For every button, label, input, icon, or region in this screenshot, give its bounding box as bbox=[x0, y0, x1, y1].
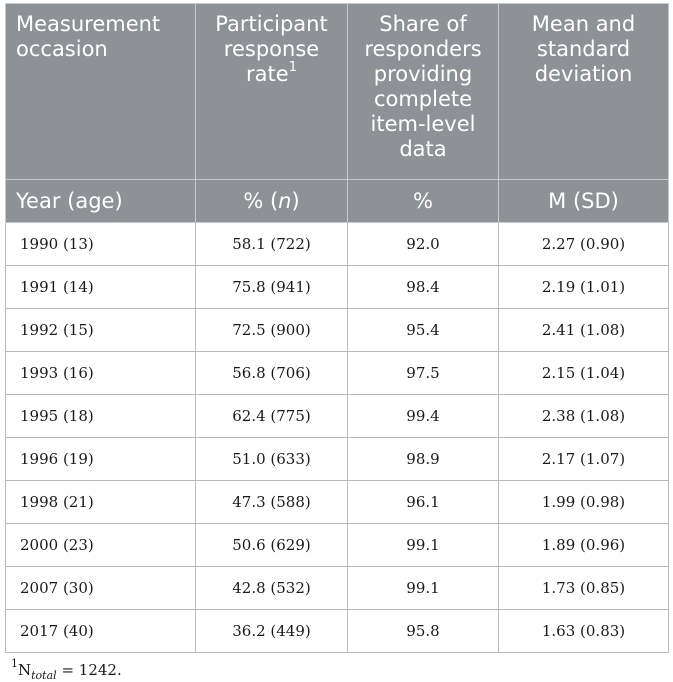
header-line: Mean and bbox=[531, 12, 636, 36]
cell-mean: 2.27 (0.90) bbox=[499, 223, 669, 266]
table-container bbox=[5, 3, 668, 682]
cell-rate: 51.0 (633) bbox=[196, 438, 348, 481]
subheader-percent: % bbox=[348, 180, 499, 223]
cell-mean: 1.73 (0.85) bbox=[499, 567, 669, 610]
subheader-percent-n bbox=[196, 180, 348, 223]
cell-share: 95.8 bbox=[348, 610, 499, 653]
cell-year: 1993 (16) bbox=[6, 352, 196, 395]
cell-rate: 47.3 (588) bbox=[196, 481, 348, 524]
cell-mean: 1.63 (0.83) bbox=[499, 610, 669, 653]
footnote-marker: 1 bbox=[288, 60, 297, 75]
header-row bbox=[6, 4, 669, 180]
cell-share: 96.1 bbox=[348, 481, 499, 524]
cell-mean: 2.38 (1.08) bbox=[499, 395, 669, 438]
footnote-symbol: N bbox=[18, 661, 32, 679]
cell-year: 1990 (13) bbox=[6, 223, 196, 266]
header-line: response bbox=[223, 37, 320, 61]
table-row bbox=[6, 395, 669, 438]
cell-share: 92.0 bbox=[348, 223, 499, 266]
cell-rate: 72.5 (900) bbox=[196, 309, 348, 352]
cell-mean: 2.41 (1.08) bbox=[499, 309, 669, 352]
header-line: complete bbox=[373, 87, 473, 111]
header-line: Participant bbox=[215, 12, 328, 36]
cell-year: 2007 (30) bbox=[6, 567, 196, 610]
subheader-text: ) bbox=[291, 188, 300, 213]
footnote-text: = 1242. bbox=[56, 661, 122, 679]
header-line: responders bbox=[364, 37, 482, 61]
cell-year: 1995 (18) bbox=[6, 395, 196, 438]
cell-year: 1996 (19) bbox=[6, 438, 196, 481]
table-row bbox=[6, 610, 669, 653]
cell-mean: 2.19 (1.01) bbox=[499, 266, 669, 309]
cell-year: 1991 (14) bbox=[6, 266, 196, 309]
cell-share: 99.4 bbox=[348, 395, 499, 438]
cell-year: 2000 (23) bbox=[6, 524, 196, 567]
header-line: standard bbox=[536, 37, 631, 61]
header-line: providing bbox=[373, 62, 473, 86]
header-line: Measurement bbox=[16, 12, 161, 36]
footnote-subscript: total bbox=[31, 669, 57, 682]
table-row bbox=[6, 567, 669, 610]
cell-year: 1992 (15) bbox=[6, 309, 196, 352]
cell-year: 1998 (21) bbox=[6, 481, 196, 524]
header-mean-sd bbox=[499, 4, 669, 180]
cell-share: 97.5 bbox=[348, 352, 499, 395]
table-row bbox=[6, 438, 669, 481]
header-measurement-occasion bbox=[6, 4, 196, 180]
subheader-row bbox=[6, 180, 669, 223]
table-row bbox=[6, 481, 669, 524]
subheader-m-sd: M (SD) bbox=[499, 180, 669, 223]
table-row bbox=[6, 266, 669, 309]
subheader-text: % ( bbox=[243, 188, 279, 213]
subheader-italic: n bbox=[278, 188, 292, 213]
cell-share: 98.4 bbox=[348, 266, 499, 309]
cell-rate: 62.4 (775) bbox=[196, 395, 348, 438]
cell-share: 98.9 bbox=[348, 438, 499, 481]
cell-mean: 2.17 (1.07) bbox=[499, 438, 669, 481]
cell-rate: 58.1 (722) bbox=[196, 223, 348, 266]
cell-share: 99.1 bbox=[348, 524, 499, 567]
cell-year: 2017 (40) bbox=[6, 610, 196, 653]
header-line: data bbox=[399, 137, 447, 161]
table-row bbox=[6, 309, 669, 352]
cell-rate: 56.8 (706) bbox=[196, 352, 348, 395]
cell-rate: 42.8 (532) bbox=[196, 567, 348, 610]
header-share-of-responders bbox=[348, 4, 499, 180]
header-line bbox=[196, 62, 347, 87]
cell-share: 99.1 bbox=[348, 567, 499, 610]
cell-share: 95.4 bbox=[348, 309, 499, 352]
data-table bbox=[5, 3, 669, 653]
table-row bbox=[6, 524, 669, 567]
cell-rate: 75.8 (941) bbox=[196, 266, 348, 309]
header-line-text: rate bbox=[246, 62, 289, 86]
cell-mean: 1.99 (0.98) bbox=[499, 481, 669, 524]
header-line: occasion bbox=[16, 37, 108, 61]
table-row bbox=[6, 223, 669, 266]
table-row bbox=[6, 352, 669, 395]
header-line: item-level bbox=[370, 112, 476, 136]
cell-mean: 1.89 (0.96) bbox=[499, 524, 669, 567]
cell-mean: 2.15 (1.04) bbox=[499, 352, 669, 395]
header-line: Share of bbox=[379, 12, 467, 36]
cell-rate: 50.6 (629) bbox=[196, 524, 348, 567]
table-footnote bbox=[5, 657, 668, 682]
footnote-marker: 1 bbox=[11, 657, 18, 670]
header-participant-response-rate bbox=[196, 4, 348, 180]
cell-rate: 36.2 (449) bbox=[196, 610, 348, 653]
header-line: deviation bbox=[534, 62, 633, 86]
subheader-year-age: Year (age) bbox=[6, 180, 196, 223]
